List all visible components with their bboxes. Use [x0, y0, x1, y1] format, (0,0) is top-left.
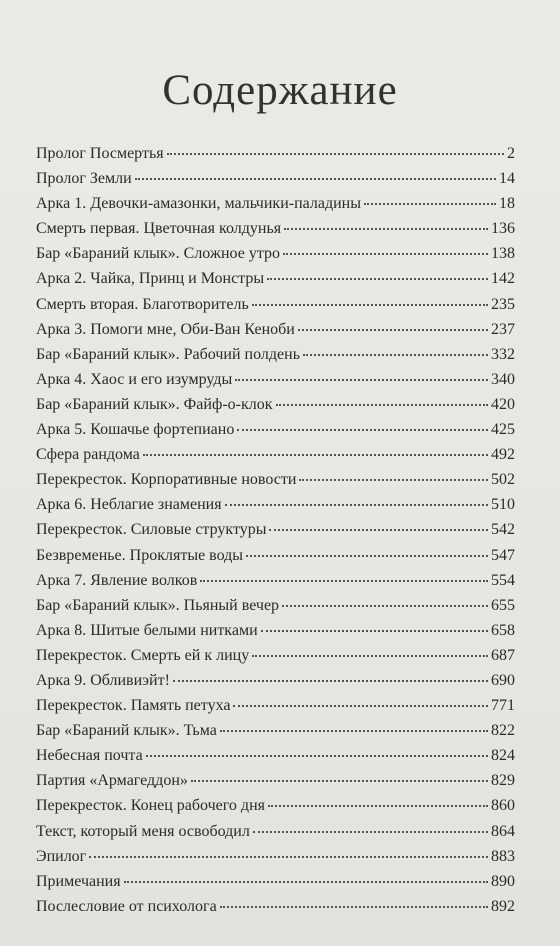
toc-entry-page: 771	[491, 697, 515, 715]
toc-entry-title: Арка 6. Неблагие знамения	[36, 496, 222, 514]
toc-entry	[36, 844, 515, 869]
toc-leader-dots	[283, 253, 488, 255]
toc-entry-page: 332	[491, 345, 515, 363]
toc-leader-dots	[252, 304, 488, 306]
toc-leader-dots	[167, 153, 504, 155]
toc-entry-title: Партия «Армагеддон»	[36, 772, 188, 790]
toc-leader-dots	[124, 881, 488, 883]
toc-entry-page: 690	[491, 671, 515, 689]
toc-entry-title: Послесловие от психолога	[36, 897, 217, 915]
toc-leader-dots	[191, 780, 488, 782]
toc-leader-dots	[233, 705, 488, 707]
toc-entry-page: 142	[491, 270, 515, 288]
toc-entry-page: 235	[491, 295, 515, 313]
toc-entry-page: 502	[491, 471, 515, 489]
toc-entry	[36, 894, 515, 919]
toc-entry-page: 822	[491, 722, 515, 740]
toc-entry-title: Арка 9. Обливиэйт!	[36, 671, 170, 689]
toc-entry-title: Сфера рандома	[36, 446, 140, 464]
toc-leader-dots	[252, 655, 488, 657]
toc-entry-page: 655	[491, 596, 515, 614]
toc-entry-page: 2	[507, 145, 515, 162]
toc-entry	[36, 317, 515, 342]
toc-entry-page: 892	[491, 897, 515, 915]
toc-leader-dots	[267, 278, 488, 280]
toc-entry	[36, 517, 515, 542]
toc-entry-title: Арка 4. Хаос и его изумруды	[36, 370, 233, 388]
toc-leader-dots	[268, 805, 488, 807]
toc-entry-title: Арка 8. Шитые белыми нитками	[36, 621, 258, 639]
toc-entry	[36, 718, 515, 743]
toc-entry-title: Эпилог	[36, 847, 87, 865]
toc-leader-dots	[146, 755, 488, 757]
toc-entry	[36, 568, 515, 593]
toc-leader-dots	[261, 630, 488, 632]
toc-entry-page: 136	[491, 220, 515, 238]
toc-entry-title: Перекресток. Корпоративные новости	[36, 471, 297, 489]
toc-leader-dots	[303, 354, 488, 356]
toc-entry-page: 425	[491, 421, 515, 439]
toc-entry	[36, 241, 515, 266]
toc-entry	[36, 743, 515, 768]
toc-entry-page: 890	[491, 872, 515, 890]
toc-entry-page: 237	[491, 320, 515, 338]
toc-entry	[36, 492, 515, 517]
toc-entry	[36, 266, 515, 291]
toc-entry-page: 340	[491, 370, 515, 388]
toc-leader-dots	[89, 856, 488, 858]
toc-entry	[36, 367, 515, 392]
toc-entry	[36, 543, 515, 568]
toc-entry-page: 420	[491, 395, 515, 413]
toc-leader-dots	[237, 429, 488, 431]
toc-leader-dots	[143, 454, 488, 456]
toc-entry-page: 554	[491, 571, 515, 589]
toc-entry	[36, 467, 515, 492]
toc-leader-dots	[364, 203, 496, 205]
toc-leader-dots	[220, 730, 488, 732]
toc-leader-dots	[269, 529, 488, 531]
toc-entry-title: Перекресток. Смерть ей к лицу	[36, 646, 250, 664]
toc-leader-dots	[173, 680, 488, 682]
table-of-contents	[36, 141, 515, 919]
toc-entry-title: Пролог Посмертья	[36, 145, 164, 162]
toc-entry-page: 547	[491, 546, 515, 564]
toc-entry-title: Арка 2. Чайка, Принц и Монстры	[36, 270, 265, 288]
toc-entry-title: Бар «Бараний клык». Тьма	[36, 722, 217, 740]
toc-leader-dots	[220, 906, 488, 908]
toc-entry-title: Арка 7. Явление волков	[36, 571, 198, 589]
toc-leader-dots	[135, 178, 496, 180]
toc-entry-page: 687	[491, 646, 515, 664]
toc-entry-page: 510	[491, 496, 515, 514]
toc-entry	[36, 869, 515, 894]
toc-entry-page: 829	[491, 772, 515, 790]
toc-leader-dots	[246, 555, 488, 557]
toc-leader-dots	[276, 404, 488, 406]
toc-entry-title: Смерть вторая. Благотворитель	[36, 295, 249, 313]
toc-entry-title: Небесная почта	[36, 747, 143, 765]
toc-entry-page: 18	[499, 195, 515, 213]
toc-entry-title: Арка 3. Помоги мне, Оби-Ван Кеноби	[36, 320, 295, 338]
toc-leader-dots	[282, 605, 488, 607]
toc-entry-title: Перекресток. Силовые структуры	[36, 521, 267, 539]
toc-entry-page: 883	[491, 847, 515, 865]
toc-entry-title: Бар «Бараний клык». Рабочий полдень	[36, 345, 300, 363]
toc-entry	[36, 793, 515, 818]
toc-leader-dots	[253, 831, 488, 833]
toc-entry-page: 492	[491, 446, 515, 464]
toc-entry	[36, 342, 515, 367]
toc-entry-title: Примечания	[36, 872, 121, 890]
toc-leader-dots	[299, 479, 488, 481]
toc-entry	[36, 292, 515, 317]
toc-leader-dots	[235, 379, 488, 381]
toc-entry	[36, 593, 515, 618]
toc-entry	[36, 141, 515, 166]
toc-entry	[36, 693, 515, 718]
toc-entry-page: 542	[491, 521, 515, 539]
toc-entry-page: 864	[491, 822, 515, 840]
toc-entry	[36, 392, 515, 417]
toc-entry-title: Перекресток. Память петуха	[36, 697, 231, 715]
page-title: Содержание	[162, 67, 398, 114]
toc-leader-dots	[225, 504, 488, 506]
toc-leader-dots	[200, 580, 488, 582]
toc-entry	[36, 191, 515, 216]
toc-entry-title: Арка 5. Кошачье фортепиано	[36, 421, 235, 439]
toc-entry-page: 138	[491, 245, 515, 263]
toc-entry-page: 14	[499, 170, 515, 188]
toc-entry	[36, 618, 515, 643]
toc-leader-dots	[298, 329, 488, 331]
toc-entry-title: Арка 1. Девочки-амазонки, мальчики-паладины	[36, 195, 361, 213]
toc-entry-title: Перекресток. Конец рабочего дня	[36, 797, 265, 815]
toc-entry-title: Текст, который меня освободил	[36, 822, 250, 840]
toc-entry-page: 824	[491, 747, 515, 765]
toc-entry	[36, 216, 515, 241]
toc-entry-page: 860	[491, 797, 515, 815]
toc-entry-title: Бар «Бараний клык». Пьяный вечер	[36, 596, 280, 614]
toc-entry	[36, 668, 515, 693]
toc-entry-title: Смерть первая. Цветочная колдунья	[36, 220, 282, 238]
toc-entry-title: Безвременье. Проклятые воды	[36, 546, 244, 564]
toc-entry	[36, 819, 515, 844]
toc-entry-title: Бар «Бараний клык». Файф-о-клок	[36, 395, 273, 413]
toc-entry	[36, 768, 515, 793]
toc-entry-page: 658	[491, 621, 515, 639]
toc-entry	[36, 643, 515, 668]
toc-entry-title: Пролог Земли	[36, 170, 132, 188]
toc-entry	[36, 442, 515, 467]
toc-entry	[36, 166, 515, 191]
toc-leader-dots	[284, 228, 488, 230]
toc-entry	[36, 417, 515, 442]
toc-entry-title: Бар «Бараний клык». Сложное утро	[36, 245, 281, 263]
